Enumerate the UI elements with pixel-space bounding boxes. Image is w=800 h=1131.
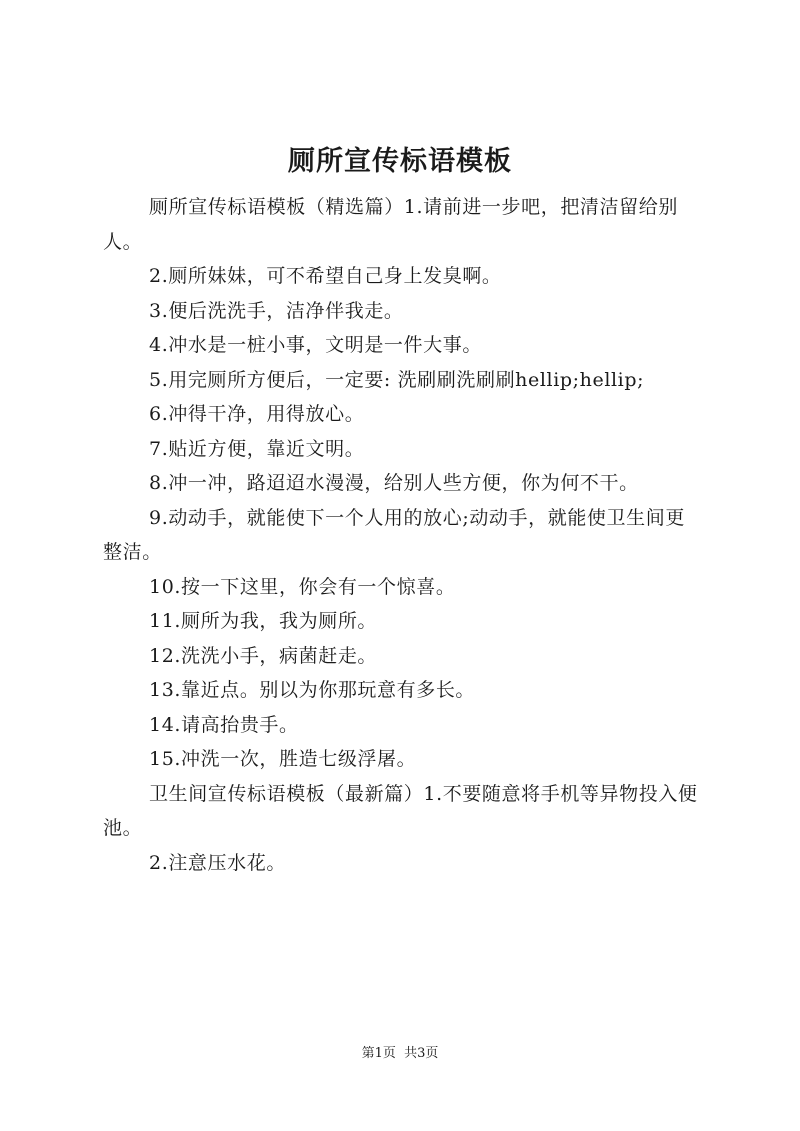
paragraph: 9.动动手，就能使下一个人用的放心;动动手，就能使卫生间更整洁。 [103,506,685,563]
paragraph: 4.冲水是一桩小事，文明是一件大事。 [149,334,482,356]
paragraph: 6.冲得干净，用得放心。 [149,403,365,425]
paragraph: 13.靠近点。别以为你那玩意有多长。 [149,679,476,701]
paragraph: 2.厕所妹妹，可不希望自己身上发臭啊。 [149,265,502,287]
paragraph: 15.冲洗一次，胜造七级浮屠。 [149,748,417,770]
document-title: 厕所宣传标语模板 [288,146,512,177]
page-footer [0,1044,800,1064]
page-number-label: 第1页 共3页 [361,1046,439,1061]
paragraph: 8.冲一冲，路迢迢水漫漫，给别人些方便，你为何不干。 [149,472,639,494]
paragraph: 7.贴近方便，靠近文明。 [149,437,365,460]
document-body [103,190,703,880]
paragraph: 10.按一下这里，你会有一个惊喜。 [149,575,456,598]
paragraph: 14.请高抬贵手。 [149,713,299,736]
paragraph: 12.洗洗小手，病菌赶走。 [149,644,378,667]
paragraph: 2.注意压水花。 [149,851,286,874]
paragraph: 厕所宣传标语模板（精选篇）1.请前进一步吧，把清洁留给别人。 [103,196,678,253]
paragraph: 3.便后洗洗手，洁净伴我走。 [149,299,404,322]
paragraph: 卫生间宣传标语模板（最新篇）1.不要随意将手机等异物投入便池。 [103,782,698,839]
paragraph: 5.用完厕所方便后，一定要: 洗刷刷洗刷刷hellip;hellip; [149,368,645,391]
paragraph: 11.厕所为我，我为厕所。 [149,610,378,632]
